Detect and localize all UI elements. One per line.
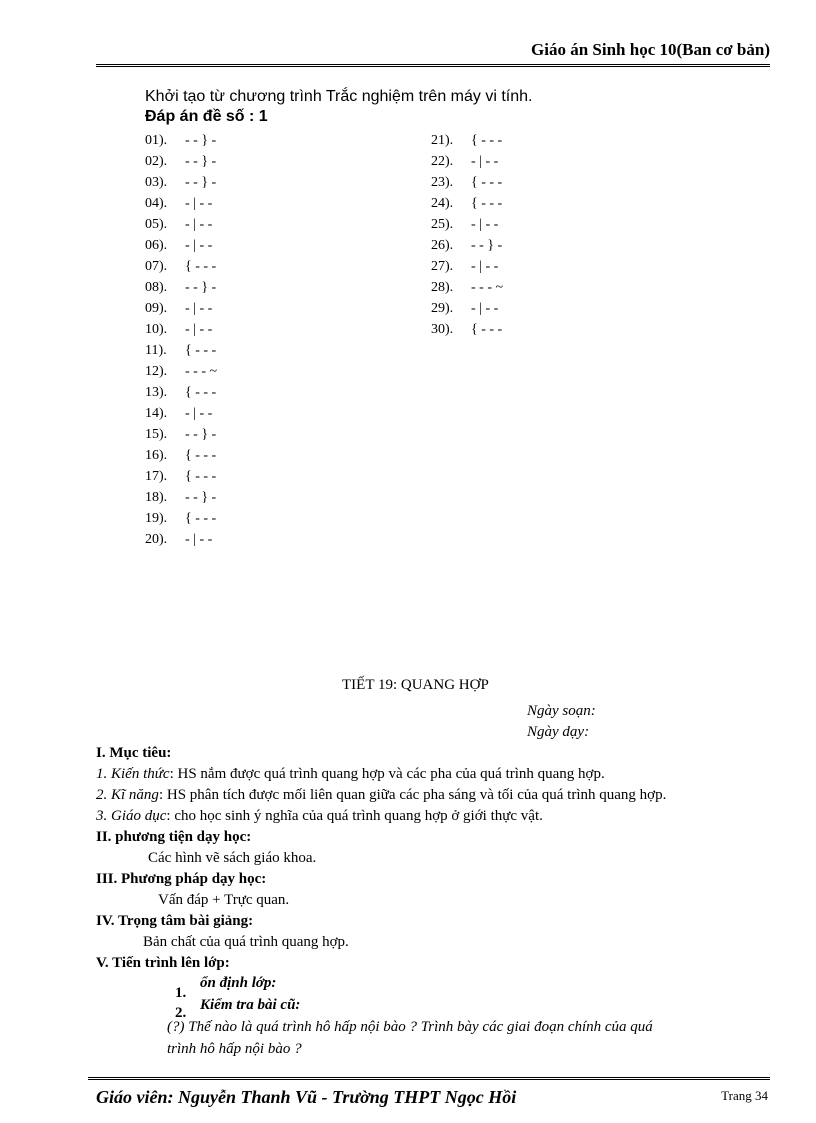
objective-skills (96, 787, 666, 804)
answer-row (145, 508, 217, 529)
step-1-number: 1. (175, 985, 187, 1001)
step-2-number: 2. (175, 1005, 187, 1021)
objective-education-text: : cho học sinh ý nghĩa của quá trình quang hợp ở giới thực vật. (166, 808, 543, 824)
date-taught: Ngày dạy: (527, 724, 590, 740)
objective-knowledge-label: 1. Kiến thức (96, 766, 170, 782)
answer-mark: { - - - (471, 196, 503, 211)
answer-number: 28). (431, 280, 454, 295)
answer-row (431, 151, 503, 172)
objective-education-label: 3. Giáo dục (96, 808, 167, 824)
answer-row (145, 403, 217, 424)
answer-row (145, 319, 217, 340)
answer-key-intro: Khởi tạo từ chương trình Trắc nghiệm trên máy vi tính. (145, 88, 533, 105)
answer-row (145, 277, 217, 298)
answer-mark: { - - - (185, 259, 217, 274)
answer-row (145, 466, 217, 487)
answer-column-left (145, 130, 217, 550)
answer-row (145, 214, 217, 235)
answer-row (431, 277, 503, 298)
answer-mark: - - } - (185, 154, 217, 169)
answer-row (145, 130, 217, 151)
answer-number: 18). (145, 490, 168, 505)
answer-mark: { - - - (471, 175, 503, 190)
objective-education (96, 808, 543, 825)
review-question-line-1: (?) Thế nào là quá trình hô hấp nội bào ? Trình bày các giai đoạn chính của quá (167, 1019, 653, 1035)
answer-number: 09). (145, 301, 168, 316)
answer-row (145, 172, 217, 193)
answer-row (431, 214, 503, 235)
answer-number: 04). (145, 196, 168, 211)
answer-number: 12). (145, 364, 168, 379)
objective-knowledge-text: : HS nắm được quá trình quang hợp và các pha của quá trình quang hợp. (169, 766, 605, 782)
answer-number: 19). (145, 511, 168, 526)
answer-row (145, 298, 217, 319)
answer-mark: - | - - (471, 301, 499, 316)
answer-mark: - | - - (185, 322, 213, 337)
answer-number: 11). (145, 343, 167, 358)
teaching-aids-text: Các hình vẽ sách giáo khoa. (148, 850, 317, 866)
answer-mark: - | - - (471, 259, 499, 274)
answer-mark: - - } - (471, 238, 503, 253)
answer-row (145, 193, 217, 214)
answer-number: 08). (145, 280, 168, 295)
answer-mark: { - - - (185, 343, 217, 358)
answer-mark: - | - - (471, 154, 499, 169)
answer-number: 14). (145, 406, 168, 421)
answer-mark: { - - - (185, 385, 217, 400)
answer-mark: - | - - (185, 238, 213, 253)
review-question-line-2: trình hô hấp nội bào ? (167, 1041, 302, 1057)
document-header-title: Giáo án Sinh học 10(Ban cơ bản) (531, 40, 770, 59)
answer-mark: - | - - (185, 406, 213, 421)
answer-mark: { - - - (185, 469, 217, 484)
answer-mark: - - } - (185, 175, 217, 190)
answer-number: 17). (145, 469, 168, 484)
answer-number: 10). (145, 322, 168, 337)
answer-row (145, 424, 217, 445)
answer-row (431, 130, 503, 151)
step-1-text: ổn định lớp: (200, 975, 277, 991)
footer-teacher: Giáo viên: Nguyễn Thanh Vũ - Trường THPT Ngọc Hồi (96, 1087, 517, 1107)
answer-key-heading: Đáp án đề số : 1 (145, 108, 268, 125)
answer-mark: - - - ~ (185, 364, 218, 379)
answer-row (431, 319, 503, 340)
answer-row (431, 298, 503, 319)
focus-text: Bản chất của quá trình quang hợp. (143, 934, 349, 950)
answer-mark: { - - - (471, 133, 503, 148)
answer-mark: { - - - (185, 511, 217, 526)
answer-number: 24). (431, 196, 454, 211)
header-divider (96, 64, 770, 67)
answer-number: 27). (431, 259, 454, 274)
answer-row (145, 361, 217, 382)
answer-number: 20). (145, 532, 168, 547)
footer-divider (88, 1077, 770, 1080)
answer-row (145, 256, 217, 277)
answer-mark: - - } - (185, 427, 217, 442)
answer-mark: - - } - (185, 133, 217, 148)
step-2-text: Kiểm tra bài cũ: (200, 997, 301, 1013)
answer-row (145, 340, 217, 361)
answer-mark: - | - - (185, 217, 213, 232)
answer-number: 30). (431, 322, 454, 337)
answer-mark: - - - ~ (471, 280, 504, 295)
answer-mark: - | - - (185, 301, 213, 316)
answer-number: 16). (145, 448, 168, 463)
footer-page-number: Trang 34 (721, 1088, 768, 1103)
methods-text: Vấn đáp + Trực quan. (158, 892, 290, 908)
answer-row (145, 487, 217, 508)
date-prepared: Ngày soạn: (527, 703, 596, 719)
answer-row (145, 529, 217, 550)
answer-row (145, 382, 217, 403)
answer-number: 23). (431, 175, 454, 190)
answer-mark: - | - - (185, 532, 213, 547)
answer-number: 03). (145, 175, 168, 190)
objective-knowledge (96, 766, 605, 783)
answer-mark: { - - - (471, 322, 503, 337)
answer-number: 01). (145, 133, 168, 148)
section-focus-heading: IV. Trọng tâm bài giảng: (96, 913, 254, 929)
answer-row (145, 445, 217, 466)
answer-number: 15). (145, 427, 168, 442)
lesson-title: TIẾT 19: QUANG HỢP (342, 677, 489, 693)
answer-number: 25). (431, 217, 454, 232)
objective-skills-text: : HS phân tích được mối liên quan giữa các pha sáng và tối của quá trình quang hợp. (158, 787, 667, 803)
section-methods-heading: III. Phương pháp dạy học: (96, 871, 267, 887)
answer-mark: - - } - (185, 280, 217, 295)
answer-mark: - - } - (185, 490, 217, 505)
answer-number: 07). (145, 259, 168, 274)
section-procedure-heading: V. Tiến trình lên lớp: (96, 955, 230, 971)
answer-row (145, 151, 217, 172)
answer-mark: - | - - (471, 217, 499, 232)
answer-number: 29). (431, 301, 454, 316)
answer-row (431, 172, 503, 193)
answer-number: 13). (145, 385, 168, 400)
answer-row (431, 235, 503, 256)
answer-number: 26). (431, 238, 454, 253)
objective-skills-label: 2. Kĩ năng (96, 787, 159, 803)
answer-column-right (431, 130, 503, 340)
answer-row (145, 235, 217, 256)
answer-mark: - | - - (185, 196, 213, 211)
answer-row (431, 256, 503, 277)
answer-number: 05). (145, 217, 168, 232)
answer-mark: { - - - (185, 448, 217, 463)
answer-number: 06). (145, 238, 168, 253)
answer-row (431, 193, 503, 214)
section-teaching-aids-heading: II. phương tiện dạy học: (96, 829, 252, 845)
answer-number: 21). (431, 133, 454, 148)
section-objectives-heading: I. Mục tiêu: (96, 745, 172, 761)
answer-number: 02). (145, 154, 168, 169)
answer-number: 22). (431, 154, 454, 169)
